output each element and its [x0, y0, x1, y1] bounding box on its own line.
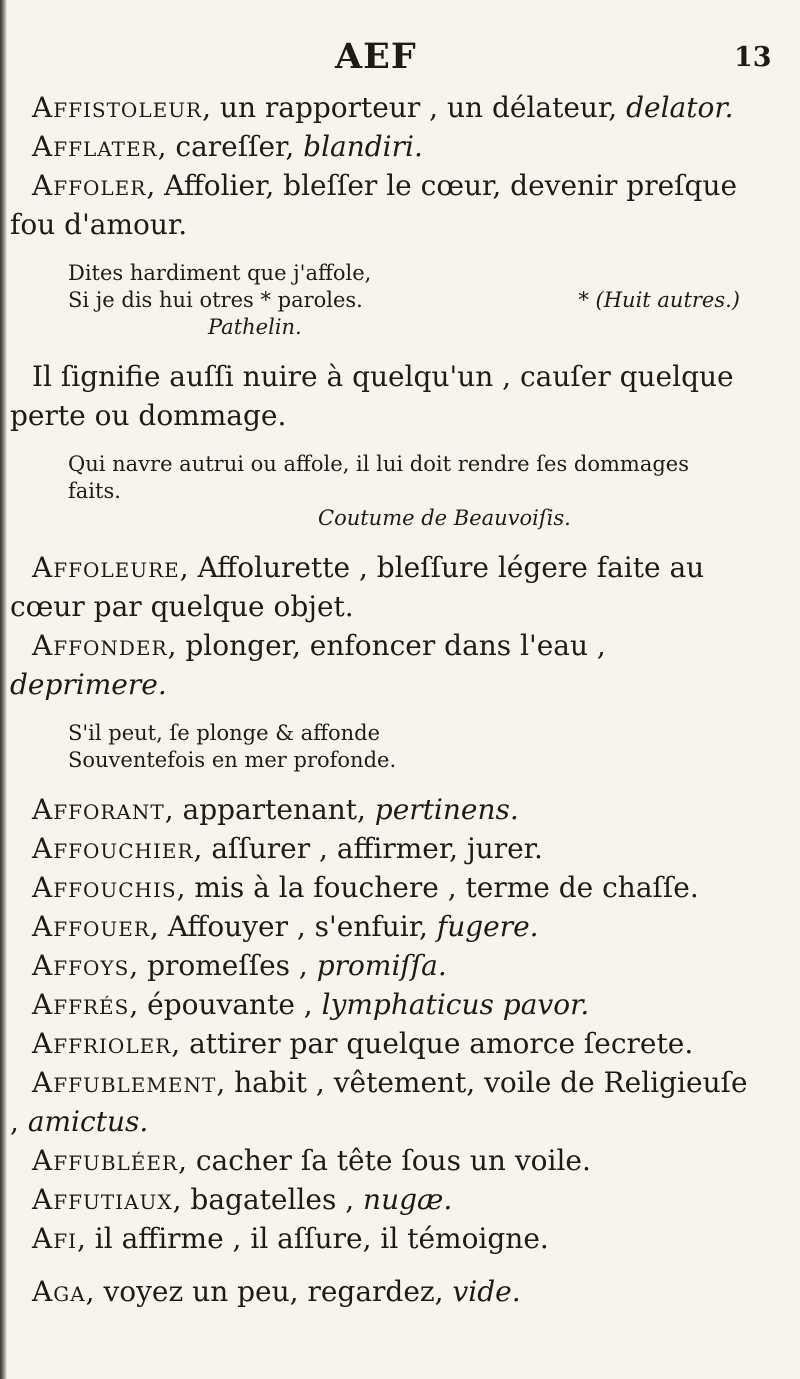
latin-gloss: vide. [452, 1275, 521, 1308]
entry-affrioler [10, 1024, 755, 1063]
headword: Afflater [32, 130, 158, 163]
quotation-pathelin [68, 260, 740, 341]
definition: , Affolurette , bleſſure légere faite au cœur par quelque objet. [10, 551, 705, 623]
latin-gloss: fugere. [436, 910, 539, 943]
entry-affubleer [10, 1141, 755, 1180]
page-header [0, 36, 800, 82]
definition: Il ſignifie auſſi nuire à quelqu'un , cauſer quelque perte ou dommage. [10, 360, 734, 432]
latin-gloss: lymphaticus pavor. [321, 988, 590, 1021]
headword: Affonder [32, 629, 168, 662]
entry-affouchier [10, 829, 755, 868]
entry-aga [10, 1272, 755, 1311]
latin-gloss: nugæ. [363, 1183, 453, 1216]
definition: , Affouyer , s'enfuir, [149, 910, 428, 943]
definition: , un rapporteur , un délateur, [202, 91, 618, 124]
entry-affoler [10, 166, 755, 244]
entry-afforant [10, 790, 755, 829]
definition: , voyez un peu, regardez, [85, 1275, 444, 1308]
quote-source: Pathelin. [208, 315, 302, 339]
definition: , careſſer, [157, 130, 295, 163]
footnote-gloss: * (Huit autres.) [578, 288, 740, 312]
definition: , attirer par quelque amorce ſecrete. [171, 1027, 694, 1060]
definition: , mis à la fouchere , terme de chaſſe. [176, 871, 699, 904]
headword: Aga [32, 1275, 86, 1308]
page-body [0, 88, 800, 1311]
definition: , aſſurer , affirmer, jurer. [193, 832, 543, 865]
definition: , bagatelles , [172, 1183, 355, 1216]
quote-source: Coutume de Beauvoiſis. [318, 506, 571, 530]
entry-affouer [10, 907, 755, 946]
entry-affublement [10, 1063, 755, 1141]
headword: Affoys [32, 949, 130, 982]
headword: Affrioler [32, 1027, 172, 1060]
definition: , appartenant, [164, 793, 366, 826]
headword: Affutiaux [32, 1183, 173, 1216]
headword: Affubléer [32, 1144, 179, 1177]
quote-line: Dites hardiment que j'affole, [68, 261, 372, 285]
entry-affoler-sense2 [10, 357, 755, 435]
latin-gloss: pertinens. [374, 793, 519, 826]
headword: Afforant [32, 793, 165, 826]
running-head: AEF [335, 36, 417, 77]
headword: Affouchier [32, 832, 194, 865]
definition: , épouvante , [129, 988, 313, 1021]
entry-affoys [10, 946, 755, 985]
quotation-affonde [68, 720, 740, 774]
quote-line: Qui navre autrui ou affole, il lui doit rendre ſes dommages faits. [68, 452, 690, 503]
entry-affonder [10, 626, 755, 704]
entry-affouchis [10, 868, 755, 907]
headword: Afi [32, 1222, 77, 1255]
page-number: 13 [734, 42, 772, 73]
entry-affistoleur [10, 88, 755, 127]
headword: Affoleure [32, 551, 180, 584]
headword: Affublement [32, 1066, 217, 1099]
latin-gloss: delator. [626, 91, 734, 124]
entry-afi [10, 1219, 755, 1258]
entry-affres [10, 985, 755, 1024]
latin-gloss: blandiri. [303, 130, 423, 163]
entry-affutiaux [10, 1180, 755, 1219]
entry-affoleure [10, 548, 755, 626]
definition: , il affirme , il aſſure, il témoigne. [77, 1222, 549, 1255]
entry-afflater [10, 127, 755, 166]
definition: , cacher ſa tête ſous un voile. [178, 1144, 591, 1177]
definition: , Affolier, bleſſer le cœur, devenir preſque fou d'amour. [10, 169, 738, 241]
headword: Affouchis [32, 871, 177, 904]
definition: , habit , vêtement, voile de Religieuſe , [10, 1066, 748, 1138]
definition: , promeſſes , [129, 949, 308, 982]
headword: Affoler [32, 169, 147, 202]
latin-gloss: amictus. [27, 1105, 149, 1138]
latin-gloss: deprimere. [10, 668, 167, 701]
latin-gloss: promiſſa. [316, 949, 447, 982]
headword: Affouer [32, 910, 150, 943]
headword: Affistoleur [32, 91, 203, 124]
definition: , plonger, enfoncer dans l'eau , [167, 629, 606, 662]
quote-line: Si je dis hui otres * paroles. [68, 288, 363, 312]
spacer [0, 1258, 800, 1272]
headword: Affrés [32, 988, 130, 1021]
quote-line: Souventefois en mer profonde. [68, 748, 397, 772]
quote-line: S'il peut, ſe plonge & affonde [68, 721, 381, 745]
quotation-beauvoisis [68, 451, 740, 532]
